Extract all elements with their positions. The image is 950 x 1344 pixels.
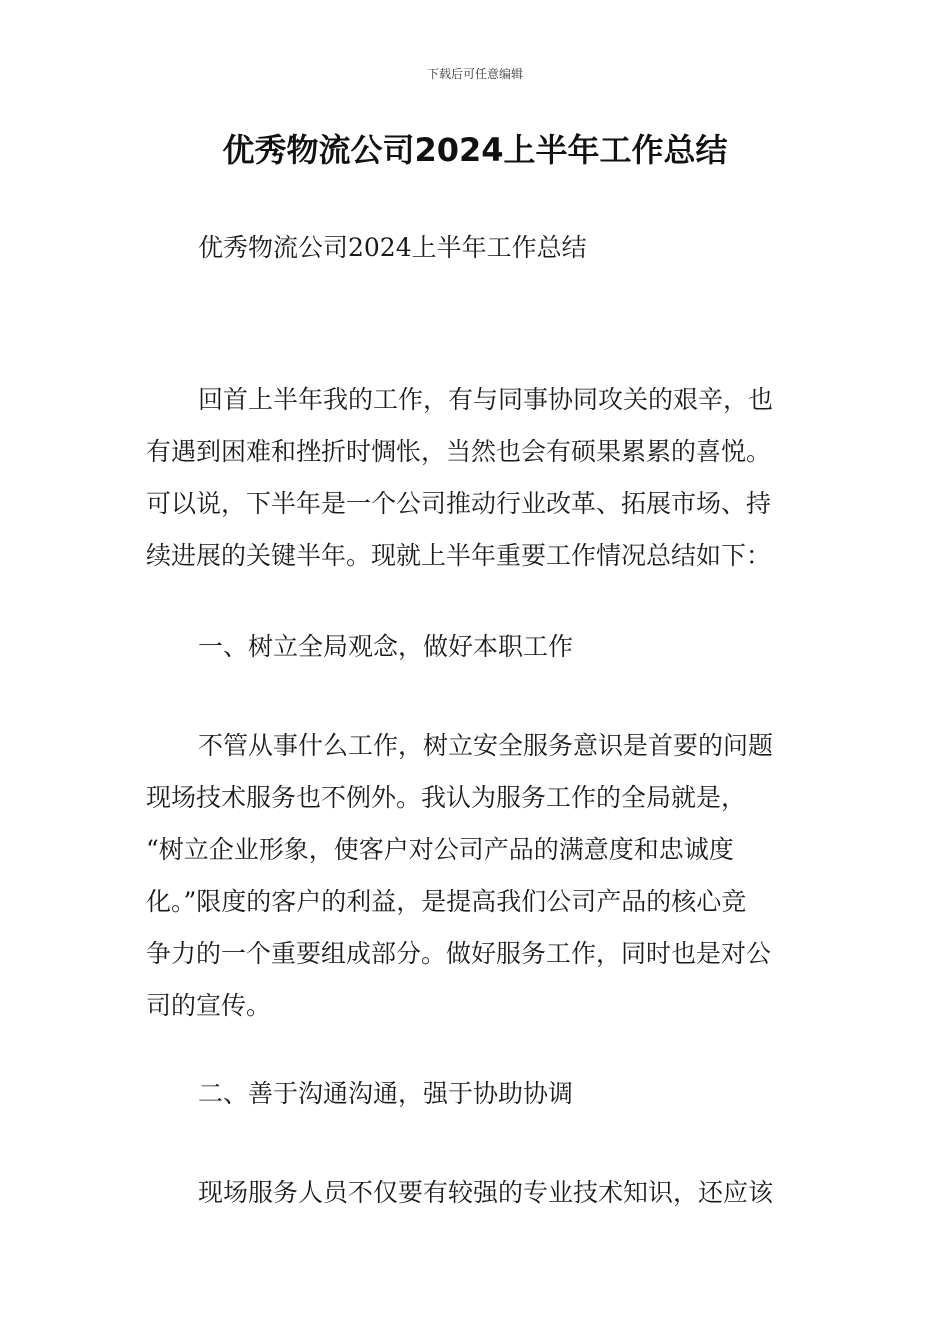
paragraph-line: 回首上半年我的工作，有与同事协同攻关的艰辛，也 (198, 385, 774, 414)
paragraph-line: 有遇到困难和挫折时惆怅，当然也会有硕果累累的喜悦。 (146, 437, 772, 466)
paragraph-line: 不管从事什么工作，树立安全服务意识是首要的问题 (198, 731, 774, 760)
paragraph-line: “树立企业形象，使客户对公司产品的满意度和忠诚度 (146, 835, 734, 864)
paragraph-1 (146, 374, 806, 582)
paragraph-line: 司的宣传。 (146, 991, 272, 1020)
section-heading-1 (146, 621, 806, 673)
heading-line: 二、善于沟通沟通，强于协助协调 (198, 1079, 574, 1108)
paragraph-line: 可以说，下半年是一个公司推动行业改革、拓展市场、持 (146, 489, 772, 518)
paragraph-line: 争力的一个重要组成部分。做好服务工作，同时也是对公 (146, 939, 772, 968)
paragraph-line: 现场技术服务也不例外。我认为服务工作的全局就是， (146, 783, 747, 812)
paragraph-line: 化。”限度的客户的利益，是提高我们公司产品的核心竞 (146, 887, 747, 916)
document-title: 优秀物流公司2024上半年工作总结 (222, 131, 728, 169)
heading-line: 一、树立全局观念，做好本职工作 (198, 632, 574, 661)
document-subtitle (146, 222, 806, 274)
paragraph-line: 续进展的关键半年。现就上半年重要工作情况总结如下： (146, 541, 772, 570)
paragraph-3 (146, 1167, 806, 1219)
paragraph-line: 现场服务人员不仅要有较强的专业技术知识，还应该 (198, 1178, 774, 1207)
header-note: 下载后可任意编辑 (426, 67, 523, 81)
paragraph-2 (146, 720, 806, 1032)
section-heading-2 (146, 1068, 806, 1120)
subtitle-line: 优秀物流公司2024上半年工作总结 (198, 233, 587, 262)
